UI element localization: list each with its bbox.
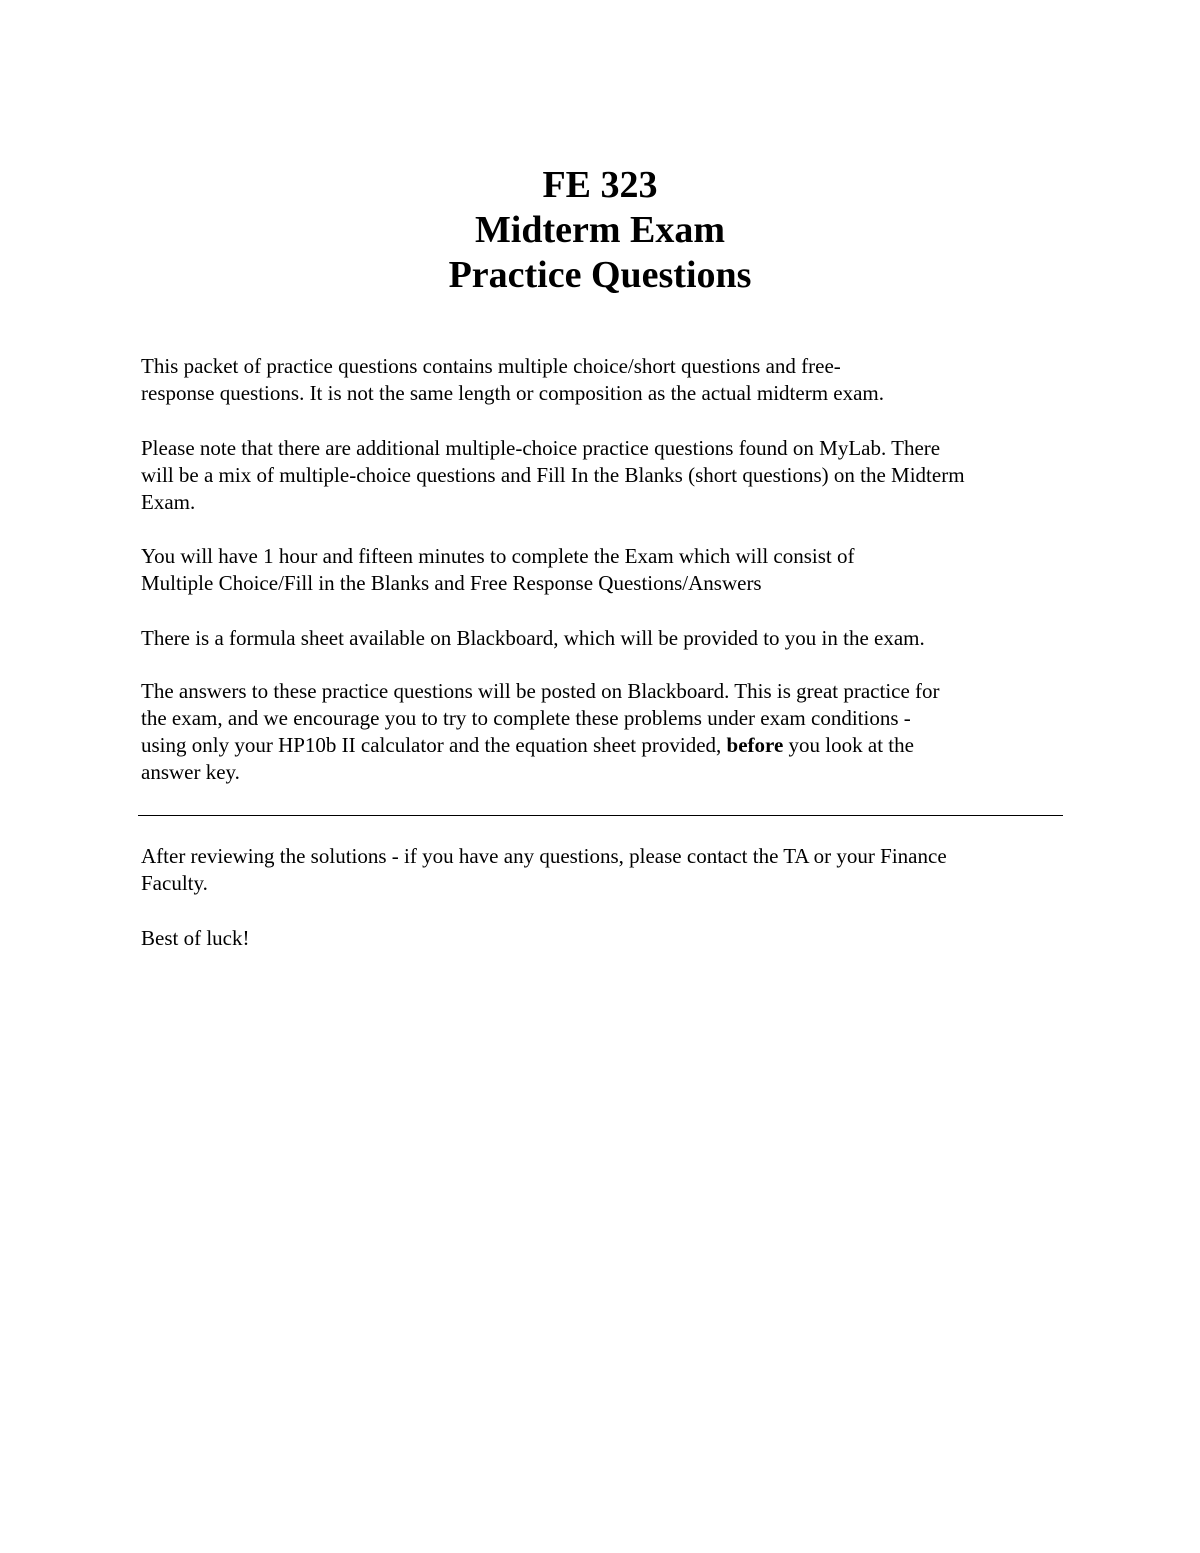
paragraph-line: Faculty. [141, 871, 208, 895]
text-run: using only your HP10b II calculator and the equation sheet provided, [141, 733, 727, 757]
paragraph-line: Exam. [141, 490, 196, 514]
mylab-paragraph [141, 435, 1066, 516]
paragraph-line [141, 732, 1066, 759]
paragraph-line: There is a formula sheet available on Blackboard, which will be provided to you in the exam. [141, 626, 925, 650]
emphasis-before: before [726, 733, 784, 757]
course-code: FE 323 [542, 164, 658, 206]
paragraph-line: response questions. It is not the same length or composition as the actual midterm exam. [141, 381, 885, 405]
paragraph-line: You will have 1 hour and fifteen minutes to complete the Exam which will consist of [141, 544, 855, 568]
paragraph-line: answer key. [141, 760, 240, 784]
text-run: you look at the [783, 733, 914, 757]
intro-paragraph [141, 353, 1066, 407]
formula-sheet-paragraph [141, 625, 1066, 652]
paragraph-line: Multiple Choice/Fill in the Blanks and Free Response Questions/Answers [141, 571, 762, 595]
contact-paragraph [141, 843, 1066, 897]
paragraph-line: The answers to these practice questions will be posted on Blackboard. This is great practice for [141, 679, 940, 703]
document-subtitle: Practice Questions [448, 254, 752, 296]
paragraph-line: After reviewing the solutions - if you have any questions, please contact the TA or your Finance [141, 844, 947, 868]
paragraph-line: This packet of practice questions contains multiple choice/short questions and free- [141, 354, 841, 378]
paragraph-line: Best of luck! [141, 926, 250, 950]
document-title [0, 163, 1200, 298]
horizontal-divider [138, 815, 1063, 816]
answers-paragraph [141, 678, 1066, 786]
paragraph-line: the exam, and we encourage you to try to complete these problems under exam conditions - [141, 706, 911, 730]
closing-paragraph [141, 925, 1066, 952]
exam-name: Midterm Exam [474, 209, 726, 251]
duration-paragraph [141, 543, 1066, 597]
paragraph-line: Please note that there are additional multiple-choice practice questions found on MyLab. There [141, 436, 941, 460]
paragraph-line: will be a mix of multiple-choice questions and Fill In the Blanks (short questions) on the Midterm [141, 463, 965, 487]
